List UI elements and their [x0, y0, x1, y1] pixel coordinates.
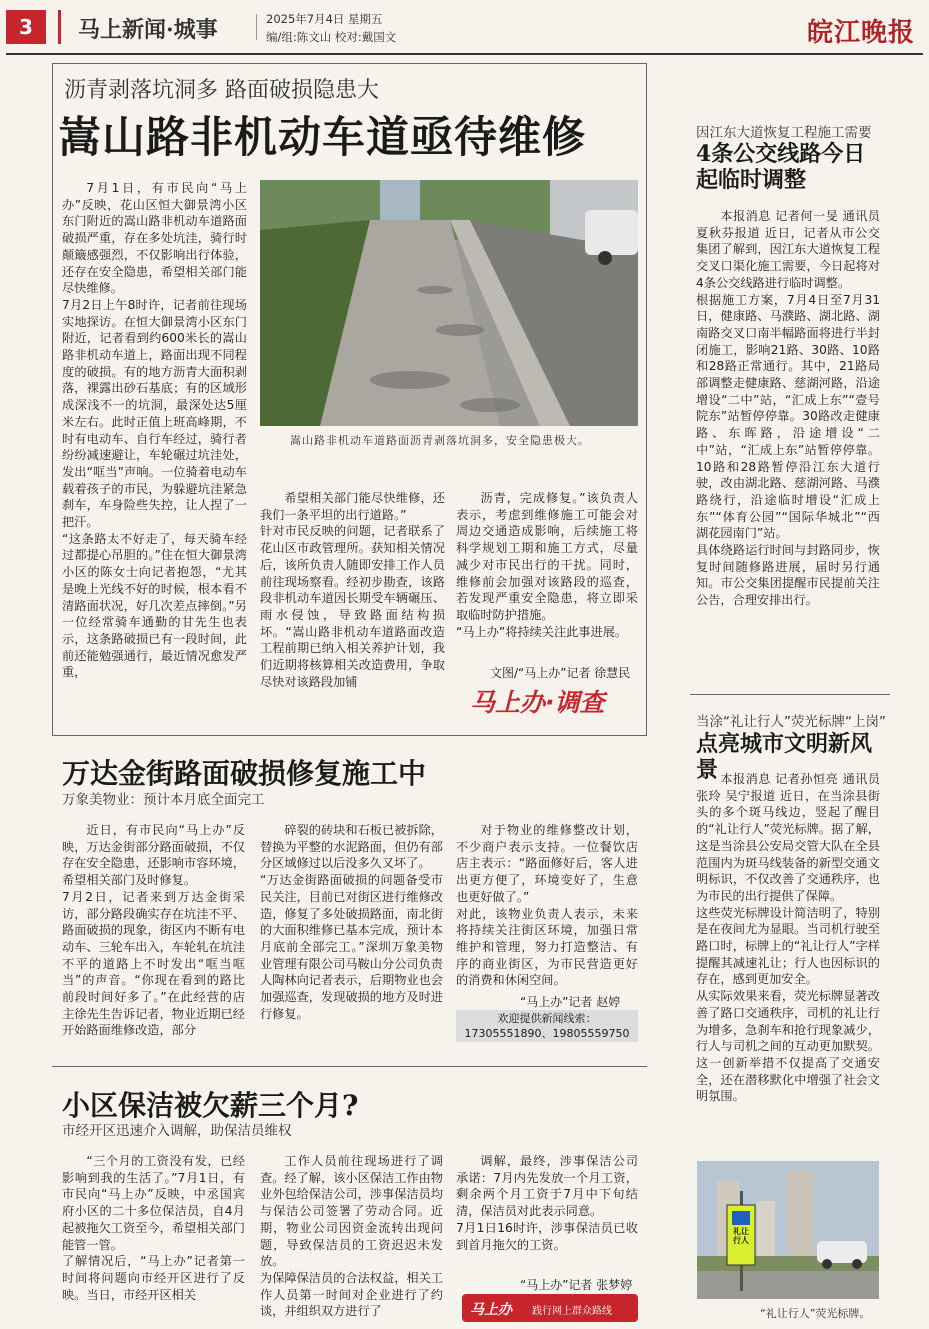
- story3-column-3: 调解，最终，涉事保洁公司承诺：7月内先发放一个月工资，剩余两个月工资于7月中下旬结清，保洁员对此表示同意。 7月1日16时许，涉事保洁员已收到首月拖欠的工资。: [456, 1154, 638, 1252]
- story3-column-2: 工作人员前往现场进行了调查。经了解，该小区保洁工作由物业外包给保洁公司，涉事保洁员均与保洁公司签署了劳动合同。近期，物业公司因资金流转出现问题，导致保洁员的工资迟迟未发放。 为保障保洁员的合法权益，相关工作人员第一时间对企业进行了约谈，并组织双方进行了: [260, 1154, 443, 1319]
- story1-photo-caption: 嵩山路非机动车道路面沥青剥落坑洞多，安全隐患极大。: [290, 434, 590, 447]
- header-rule: [6, 53, 923, 55]
- story2-column-3: 对于物业的维修整改计划，不少商户表示支持。一位餐饮店店主表示：“路面修好后，客人进出更方便了，环境变好了，生意也更好做了。” 对此，该物业负责人表示，未来将持续关注街区环境，加强日常维护和管理，努力打造整洁、有序的商业街区，为市民营造更好的消费和休闲空间。: [456, 823, 638, 988]
- side2-headline: 点亮城市文明新风景: [696, 731, 873, 783]
- news-tip-hotline: [456, 1010, 638, 1042]
- story2-headline: 万达金街路面破损修复施工中: [62, 757, 427, 790]
- section-title: 马上新闻·城事: [78, 17, 218, 43]
- story2-column-2: 碎裂的砖块和石板已被拆除，替换为平整的水泥路面，但仍有部分区域修过以后没多久又坏了。 “万达金街路面破损的问题备受市民关注，目前已对街区进行维修改造，修复了多处破损路面，南北街的大面积维修已基本完成，预计本月底前全部完工。”深圳万象美物业管理有限公司马鞍山分公司负责人陶林向记者表示，后期物业也会加强巡查，发现破损的地方及时进行修复。: [260, 823, 443, 1021]
- section-divider: [52, 1066, 647, 1067]
- side2-kicker: 当涂“礼让行人”荧光标牌“上岗”: [696, 714, 886, 730]
- story3-headline: 小区保洁被欠薪三个月?: [62, 1089, 359, 1122]
- sign-text: 礼让行人: [733, 1227, 749, 1245]
- newspaper-logo: 皖江晚报: [806, 18, 915, 48]
- story2-column-1: 近日，有市民向“马上办”反映，万达金街部分路面破损，不仅存在安全隐患，还影响市容环境，希望相关部门及时修复。 7月2日，记者来到万达金街采访，部分路段确实存在坑洼不平、路面破损的现象，街区内不断有电动车、三轮车出入，车轮轧在坑洼不平的道路上不时发出“哐当哐当”的声音。“你现在看到的路比前段时间好多了。”在此经营的店主徐先生告诉记者，物业近期已经开始路面维修改造，部分: [62, 823, 245, 1038]
- page-number: 3: [6, 10, 46, 44]
- header-accent-bar: [58, 10, 61, 44]
- side1-headline: 4条公交线路今日起临时调整: [696, 141, 866, 193]
- banner-logo: 马上办: [470, 1302, 512, 1318]
- side1-kicker: 因江东大道恢复工程施工需要: [696, 125, 872, 141]
- story1-column-1: 7月1日，有市民向“马上办”反映，花山区恒大御景湾小区东门附近的嵩山路非机动车道路面破损严重，存在多处坑洼，骑行时颠簸感强烈，不仅影响出行体验，还存在安全隐患，希望相关部门能尽快维修。 7月2日上午8时许，记者前往现场实地探访。在恒大御景湾小区东门附近，记者看到约600米长的嵩山路非机动车道上，路面出现不同程度的破损。有的地方沥青大面积剥落，裸露出砂石基底；有的区域形成深浅不一的坑洞，最深处达5厘米左右。此时正值上班高峰期，不时有电动车、自行车经过，骑行者纷纷减速避让，车轮碾过坑洼处，发出“哐当”声响。一位骑着电动车载着孩子的市民，为躲避坑洼紧急刹车，车身险些失控，让人捏了一把汗。 “这条路太不好走了，每天骑车经过都提心吊胆的。”住在恒大御景湾小区的陈女士向记者抱怨，“尤其是晚上光线不好的时候，根本看不清路面状况，好几次差点摔倒。”另一位经常骑车通勤的甘先生也表示，这条路破损已有一段时间，此前还能勉强通行，最近情况愈发严重，: [62, 181, 247, 680]
- header-divider: [256, 14, 257, 40]
- investigation-badge: 马上办·调查: [470, 688, 605, 717]
- editor-credit: 编/组:陈文山 校对:戴国文: [266, 30, 397, 44]
- story2-byline: “马上办”记者 赵婷: [520, 995, 621, 1009]
- story1-column-3: 沥青，完成修复。”该负责人表示，考虑到维修施工可能会对周边交通造成影响，后续施工将科学规划工期和施工方式，尽量减少对市民出行的干扰。同时，维修前会加强对该路段的巡查，若发现严重安全隐患，将立即采取临时防护措施。 “马上办”将持续关注此事进展。: [456, 491, 638, 639]
- story1-column-2: 希望相关部门能尽快维修，还我们一条平坦的出行道路。” 针对市民反映的问题，记者联系了花山区市政管理所。获知相关情况后，该所负责人随即安排工作人员前往现场察看。经初步勘查，该路段非机动车道因长期受车辆碾压、雨水侵蚀，导致路面结构损坏。“嵩山路非机动车道路面改造工程前期已纳入相关养护计划，我们近期将核算相关改造费用，争取尽快对该路段加铺: [260, 491, 445, 689]
- side2-body: 本报消息 记者孙恒亮 通讯员张玲 吴宁报道 近日，在当涂县街头的多个斑马线边，竖起了醒目的“礼让行人”荧光标牌。据了解，这是当涂县公安局交管大队在全县范围内为斑马线装备的新型交通文明标识，不仅改善了交通秩序，也为市民的出行提供了保障。 这些荧光标牌设计简洁明了，特别是在夜间尤为显眼。当司机行驶至路口时，标牌上的“礼让行人”字样提醒其减速礼让；行人也因标识的存在，感到更加安全。 从实际效果来看，荧光标牌显著改善了路口交通秩序，司机的礼让行为增多，急刹车和抢行现象减少，行人与司机之间的互动更加默契。这一创新举措不仅提高了交通安全，还在潜移默化中增强了社会文明氛围。: [696, 772, 880, 1104]
- side2-photo-caption: “礼让行人”荧光标牌。: [760, 1307, 871, 1320]
- story1-byline: 文图/“马上办”记者 徐慧民: [490, 666, 631, 680]
- hotline-label: 欢迎提供新闻线索：: [497, 1012, 597, 1025]
- banner-slogan: 践行网上群众路线: [532, 1306, 612, 1317]
- story1-road-photo: [260, 180, 638, 426]
- hotline-numbers: 17305551890、19805559750: [464, 1027, 630, 1040]
- issue-date: 2025年7月4日 星期五: [266, 12, 383, 26]
- side1-body: 本报消息 记者何一旻 通讯员夏秋芬报道 近日，记者从市公交集团了解到，因江东大道恢复工程交叉口渠化施工需要，今日起将对4条公交线路进行临时调整。 根据施工方案，7月4日至7月31日，健康路、马濮路、湖北路、湖南路交叉口南半幅路面将进行半封闭施工，影响21路、30路、10路和28路正常通行。其中，21路局部调整走健康路、慈湖河路，沿途增设“二中”站，“汇成上东”“壹号院东”站暂停停靠。30路改走健康路、东晖路，沿途增设“二中”站，“汇成上东”站暂停停靠。10路和28路暂停沿江东大道行驶，改由湖北路、慈湖河路、马濮路绕行，沿途临时增设“汇成上东”“体育公园”“国际华城北”“西湖花园南门”站。 具体绕路运行时间与封路同步，恢复时间随修路进展，届时另行通知。市公交集团提醒市民提前关注公告，合理安排出行。: [696, 209, 880, 608]
- story3-subhead: 市经开区迅速介入调解，助保洁员维权: [62, 1123, 292, 1139]
- story1-kicker: 沥青剥落坑洞多 路面破损隐患大: [64, 78, 379, 103]
- story3-column-1: “三个月的工资没有发，已经影响到我的生活了。”7月1日，有市民向“马上办”反映，中丞国宾府小区的二十多位保洁员，自4月起被拖欠工资至今，希望相关部门能管一管。 了解情况后，“马上办”记者第一时间将问题向市经开区进行了反映。当日，市经开区相关: [62, 1154, 245, 1302]
- side-divider: [690, 694, 890, 695]
- mashangban-banner: [462, 1294, 638, 1322]
- story3-byline: “马上办”记者 张梦婷: [520, 1278, 633, 1292]
- story1-headline: 嵩山路非机动车道亟待维修: [58, 113, 586, 163]
- story2-subhead: 万象美物业：预计本月底全面完工: [62, 792, 265, 808]
- side2-sign-photo: [697, 1161, 879, 1299]
